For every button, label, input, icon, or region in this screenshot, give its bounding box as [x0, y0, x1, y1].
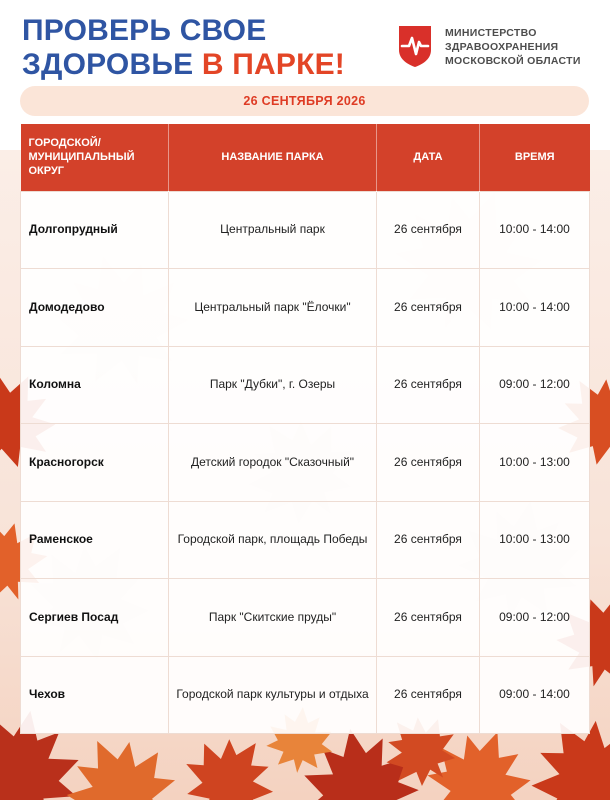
header-time: ВРЕМЯ — [480, 124, 590, 191]
ministry-line-1: МИНИСТЕРСТВО — [445, 27, 537, 39]
poster-title — [22, 14, 345, 82]
cell-date: 26 сентября — [377, 656, 480, 734]
ministry-line-2: ЗДРАВООХРАНЕНИЯ — [445, 41, 559, 53]
cell-park: Центральный парк "Ёлочки" — [169, 269, 377, 347]
header-district-line: ГОРОДСКОЙ/ — [28, 137, 101, 150]
cell-time: 10:00 - 13:00 — [480, 424, 590, 502]
table-row — [21, 501, 590, 579]
table-row — [21, 269, 590, 347]
cell-date: 26 сентября — [377, 346, 480, 424]
cell-time: 10:00 - 13:00 — [480, 501, 590, 579]
table-header-row — [21, 124, 590, 191]
cell-park: Парк "Дубки", г. Озеры — [169, 346, 377, 424]
cell-district: Чехов — [21, 656, 169, 734]
ministry-line-3: МОСКОВСКОЙ ОБЛАСТИ — [445, 55, 581, 67]
header-park: НАЗВАНИЕ ПАРКА — [169, 124, 377, 191]
cell-date: 26 сентября — [377, 269, 480, 347]
header-district-line: ОКРУГ — [28, 165, 65, 178]
table-row — [21, 579, 590, 657]
cell-park: Центральный парк — [169, 191, 377, 269]
header-district — [21, 124, 169, 191]
title-line-2 — [22, 48, 345, 82]
cell-time: 09:00 - 14:00 — [480, 656, 590, 734]
title-line-1: ПРОВЕРЬ СВОЕ — [22, 14, 267, 47]
cell-time: 09:00 - 12:00 — [480, 579, 590, 657]
cell-time: 09:00 - 12:00 — [480, 346, 590, 424]
cell-district: Домодедово — [21, 269, 169, 347]
table-row — [21, 346, 590, 424]
table-row — [21, 424, 590, 502]
title-line-2-plain: ЗДОРОВЬЕ — [22, 48, 202, 81]
cell-district: Долгопрудный — [21, 191, 169, 269]
title-line-2-accent: В ПАРКЕ! — [201, 48, 345, 81]
header-date: ДАТА — [377, 124, 480, 191]
date-banner: 26 СЕНТЯБРЯ 2026 — [20, 86, 589, 116]
schedule-table — [20, 124, 590, 734]
cell-park: Городской парк, площадь Победы — [169, 501, 377, 579]
cell-district: Коломна — [21, 346, 169, 424]
table-row — [21, 191, 590, 269]
cell-park: Детский городок "Сказочный" — [169, 424, 377, 502]
cell-date: 26 сентября — [377, 579, 480, 657]
cell-date: 26 сентября — [377, 501, 480, 579]
cell-time: 10:00 - 14:00 — [480, 191, 590, 269]
cell-date: 26 сентября — [377, 191, 480, 269]
ministry-name — [445, 26, 581, 68]
cell-district: Сергиев Посад — [21, 579, 169, 657]
cell-time: 10:00 - 14:00 — [480, 269, 590, 347]
cell-date: 26 сентября — [377, 424, 480, 502]
header-district-line: МУНИЦИПАЛЬНЫЙ — [28, 151, 135, 164]
cell-park: Парк "Скитские пруды" — [169, 579, 377, 657]
cell-district: Раменское — [21, 501, 169, 579]
cell-park: Городской парк культуры и отдыха — [169, 656, 377, 734]
ministry-heart-pulse-icon — [397, 24, 433, 68]
cell-district: Красногорск — [21, 424, 169, 502]
table-row — [21, 656, 590, 734]
